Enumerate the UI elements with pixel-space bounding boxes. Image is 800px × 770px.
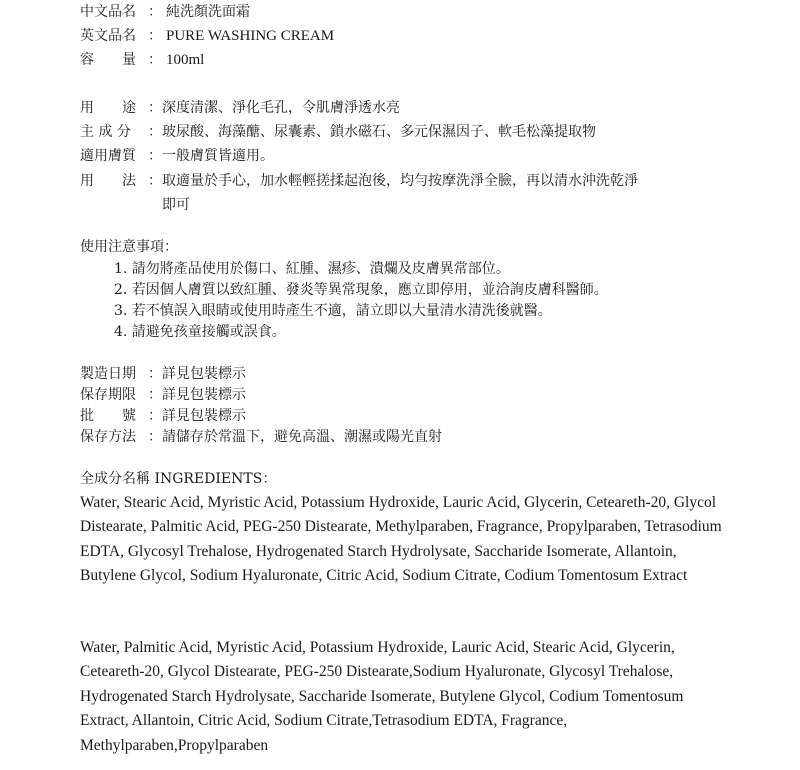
colon: ： [148,429,162,445]
main-ingredients-label: 主 成 分 [80,124,131,140]
colon: ： [148,52,162,68]
skin-type-row [80,145,274,167]
colon: ： [148,124,162,140]
method-row-continued [162,194,190,216]
ingredients-paragraph-1: Water, Stearic Acid, Myristic Acid, Potassium Hydroxide, Lauric Acid, Glycerin, Ceteareth-20, Glycol Distearate, Palmitic Acid, PEG-250 Distearate, Methylparaben, Fragrance, Propylparaben, Tetrasodium EDTA, Glycosyl Trehalose, Hydrogenated Starch Hydrolysate, Saccharide Isomerate, Allantoin, Butylene Glycol, Sodium Hyaluronate, Citric Acid, Sodium Citrate, Codium Tomentosum Extract [80,494,722,585]
colon: ： [148,100,162,116]
skin-type-label: 適用膚質 [80,148,136,164]
colon: ： [148,387,162,403]
skin-type-value: 一般膚質皆適用。 [162,148,274,164]
ingredients-title: 全成分名稱 INGREDIENTS： [80,471,277,487]
notice-item: 4. 請避免孩童接觸或誤食。 [114,324,286,340]
colon: ： [148,366,162,382]
storage-method-label: 保存方法 [80,429,136,445]
cn-name-label: 中文品名 [80,4,136,20]
colon: ： [148,173,162,189]
cn-name-row [80,1,250,23]
expiry-value: 詳見包裝標示 [162,387,246,403]
volume-label: 容 量 [80,52,136,68]
notice-item: 2. 若因個人膚質以致紅腫、發炎等異常現象，應立即停用，並洽詢皮膚科醫師。 [114,282,608,298]
method-value-line1: 取適量於手心，加水輕輕搓揉起泡後，均勻按摩洗淨全臉，再以清水沖洗乾淨 [162,173,638,189]
expiry-label: 保存期限 [80,387,136,403]
storage-method-value: 請儲存於常溫下，避免高溫、潮濕或陽光直射 [162,429,442,445]
ingredients-paragraph-2: Water, Palmitic Acid, Myristic Acid, Potassium Hydroxide, Lauric Acid, Stearic Acid, Glycerin, Ceteareth-20, Glycol Distearate, PEG-250 Distearate,Sodium Hyaluronate, Glycosyl Trehalose, Hydrogenated Starch Hydrolysate, Saccharide Isomerate, Butylene Glycol, Codium Tomentosum Extract, Allantoin, Citric Acid, Sodium Citrate,Tetrasodium EDTA, Fragrance, Methylparaben,Propylparaben [80,639,684,754]
mfg-date-value: 詳見包裝標示 [162,366,246,382]
cn-name-value: 純洗顏洗面霜 [166,4,250,20]
usage-row [80,97,400,119]
en-name-value: PURE WASHING CREAM [166,28,335,44]
usage-label: 用 途 [80,100,136,116]
notice-item: 3. 若不慎誤入眼睛或使用時產生不適，請立即以大量清水清洗後就醫。 [114,303,552,319]
mfg-date-label: 製造日期 [80,366,136,382]
colon: ： [148,4,162,20]
en-name-label: 英文品名 [80,28,136,44]
colon: ： [148,28,162,44]
method-row [80,170,638,192]
storage-method-row [80,426,442,448]
colon: ： [148,148,162,164]
volume-value: 100ml [166,52,205,68]
expiry-row [80,384,246,406]
notice-title: 使用注意事項： [80,239,178,255]
usage-value: 深度清潔、淨化毛孔，令肌膚淨透水亮 [162,100,400,116]
batch-row [80,405,246,427]
batch-value: 詳見包裝標示 [162,408,246,424]
batch-label: 批 號 [80,408,136,424]
main-ingredients-value: 玻尿酸、海藻醣、尿囊素、鎖水磁石、多元保濕因子、軟毛松藻提取物 [162,124,596,140]
en-name-row [80,25,334,47]
volume-row [80,49,204,71]
mfg-date-row [80,363,246,385]
method-label: 用 法 [80,173,136,189]
notice-item: 1. 請勿將產品使用於傷口、紅腫、濕疹、潰爛及皮膚異常部位。 [114,261,510,277]
method-value-line2: 即可 [162,197,190,213]
main-ingredients-row [80,121,596,143]
colon: ： [148,408,162,424]
